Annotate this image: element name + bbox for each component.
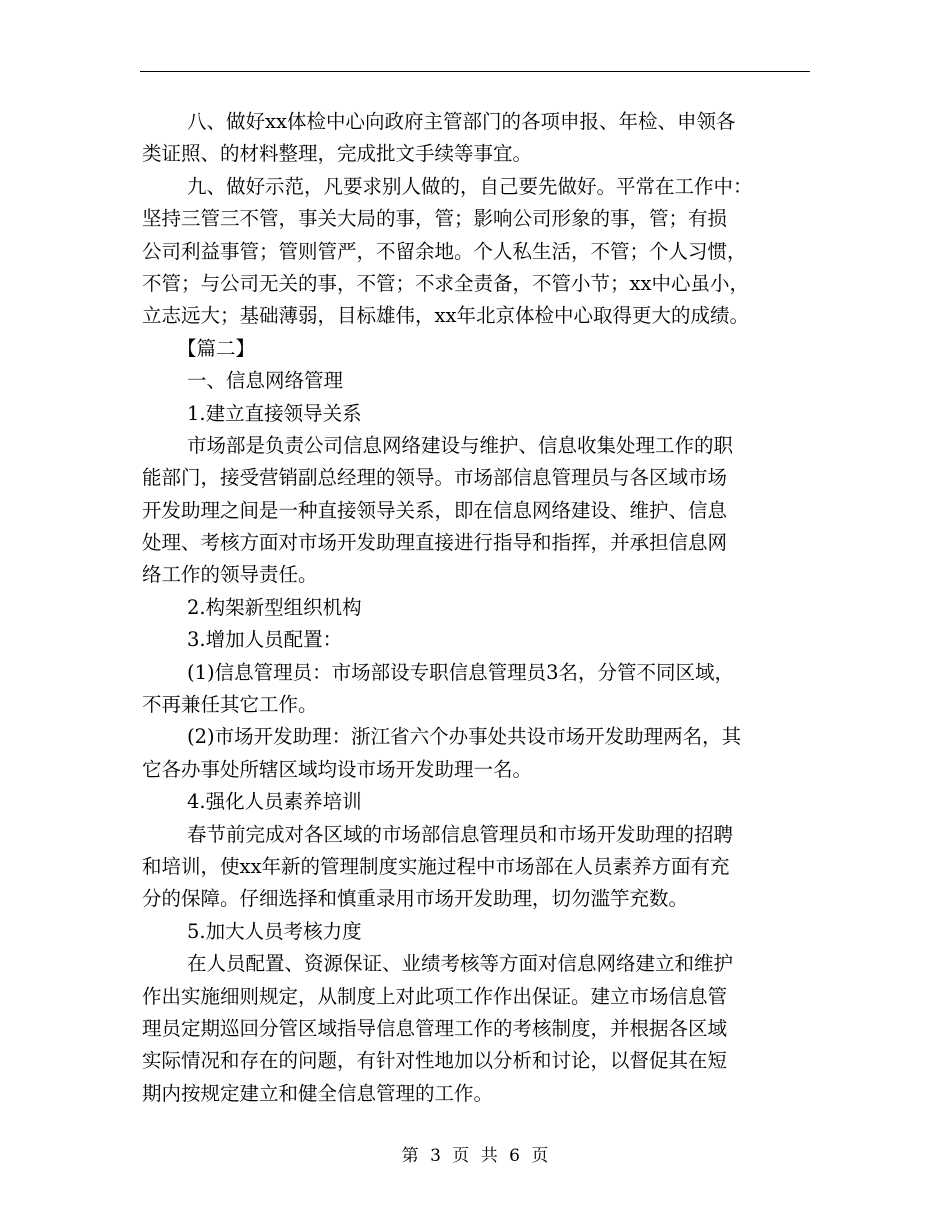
text-line: 【篇二】: [177, 336, 256, 360]
text-line: 能部门，接受营销副总经理的领导。市场部信息管理员与各区域市场: [142, 466, 728, 490]
text-line: 春节前完成对各区域的市场部信息管理员和市场开发助理的招聘: [187, 822, 734, 846]
text-line: 在人员配置、资源保证、业绩考核等方面对信息网络建立和维护: [187, 952, 734, 976]
text-line: 市场部是负责公司信息网络建设与维护、信息收集处理工作的职: [187, 433, 734, 457]
text-line: 4.强化人员素养培训: [187, 790, 362, 814]
text-line: 开发助理之间是一种直接领导关系，即在信息网络建设、维护、信息: [142, 498, 728, 522]
text-line: 3.增加人员配置：: [187, 628, 343, 652]
text-line: 1.建立直接领导关系: [187, 401, 362, 425]
text-line: 理员定期巡回分管区域指导信息管理工作的考核制度，并根据各区域: [142, 1016, 728, 1040]
text-line: 实际情况和存在的问题，有针对性地加以分析和讨论，以督促其在短: [142, 1049, 728, 1073]
header-rule: [140, 71, 810, 72]
text-line: 立志远大；基础薄弱，目标雄伟，xx年北京体检中心取得更大的成绩。: [142, 304, 749, 328]
text-line: (2)市场开发助理：浙江省六个办事处共设市场开发助理两名，其: [187, 725, 742, 749]
text-line: (1)信息管理员：市场部设专职信息管理员3名，分管不同区域，: [187, 660, 735, 684]
text-line: 公司利益事管；管则管严，不留余地。个人私生活，不管；个人习惯，: [142, 239, 747, 263]
text-line: 坚持三管三不管，事关大局的事，管；影响公司形象的事，管；有损: [142, 207, 728, 231]
text-line: 处理、考核方面对市场开发助理直接进行指导和指挥，并承担信息网: [142, 531, 728, 555]
document-body: [142, 106, 814, 1110]
text-line: 类证照、的材料整理，完成批文手续等事宜。: [142, 142, 533, 166]
text-line: 它各办事处所辖区域均设市场开发助理一名。: [142, 757, 533, 781]
text-line: 九、做好示范，凡要求别人做的，自己要先做好。平常在工作中：: [187, 174, 753, 198]
text-line: 一、信息网络管理: [187, 369, 344, 393]
text-line: 5.加大人员考核力度: [187, 919, 362, 943]
text-line: 分的保障。仔细选择和慎重录用市场开发助理，切勿滥竽充数。: [142, 887, 689, 911]
text-line: 2.构架新型组织机构: [187, 595, 362, 619]
text-line: 和培训，使xx年新的管理制度实施过程中市场部在人员素养方面有充: [142, 854, 730, 878]
text-line: 作出实施细则规定，从制度上对此项工作作出保证。建立市场信息管: [142, 984, 728, 1008]
page-number-footer: 第 3 页 共 6 页: [401, 1146, 549, 1166]
text-line: 不管；与公司无关的事，不管；不求全责备，不管小节；xx中心虽小，: [142, 271, 749, 295]
text-line: 期内按规定建立和健全信息管理的工作。: [142, 1081, 494, 1105]
text-line: 络工作的领导责任。: [142, 563, 318, 587]
text-line: 不再兼任其它工作。: [142, 693, 318, 717]
text-line: 八、做好xx体检中心向政府主管部门的各项申报、年检、申领各: [187, 110, 736, 133]
